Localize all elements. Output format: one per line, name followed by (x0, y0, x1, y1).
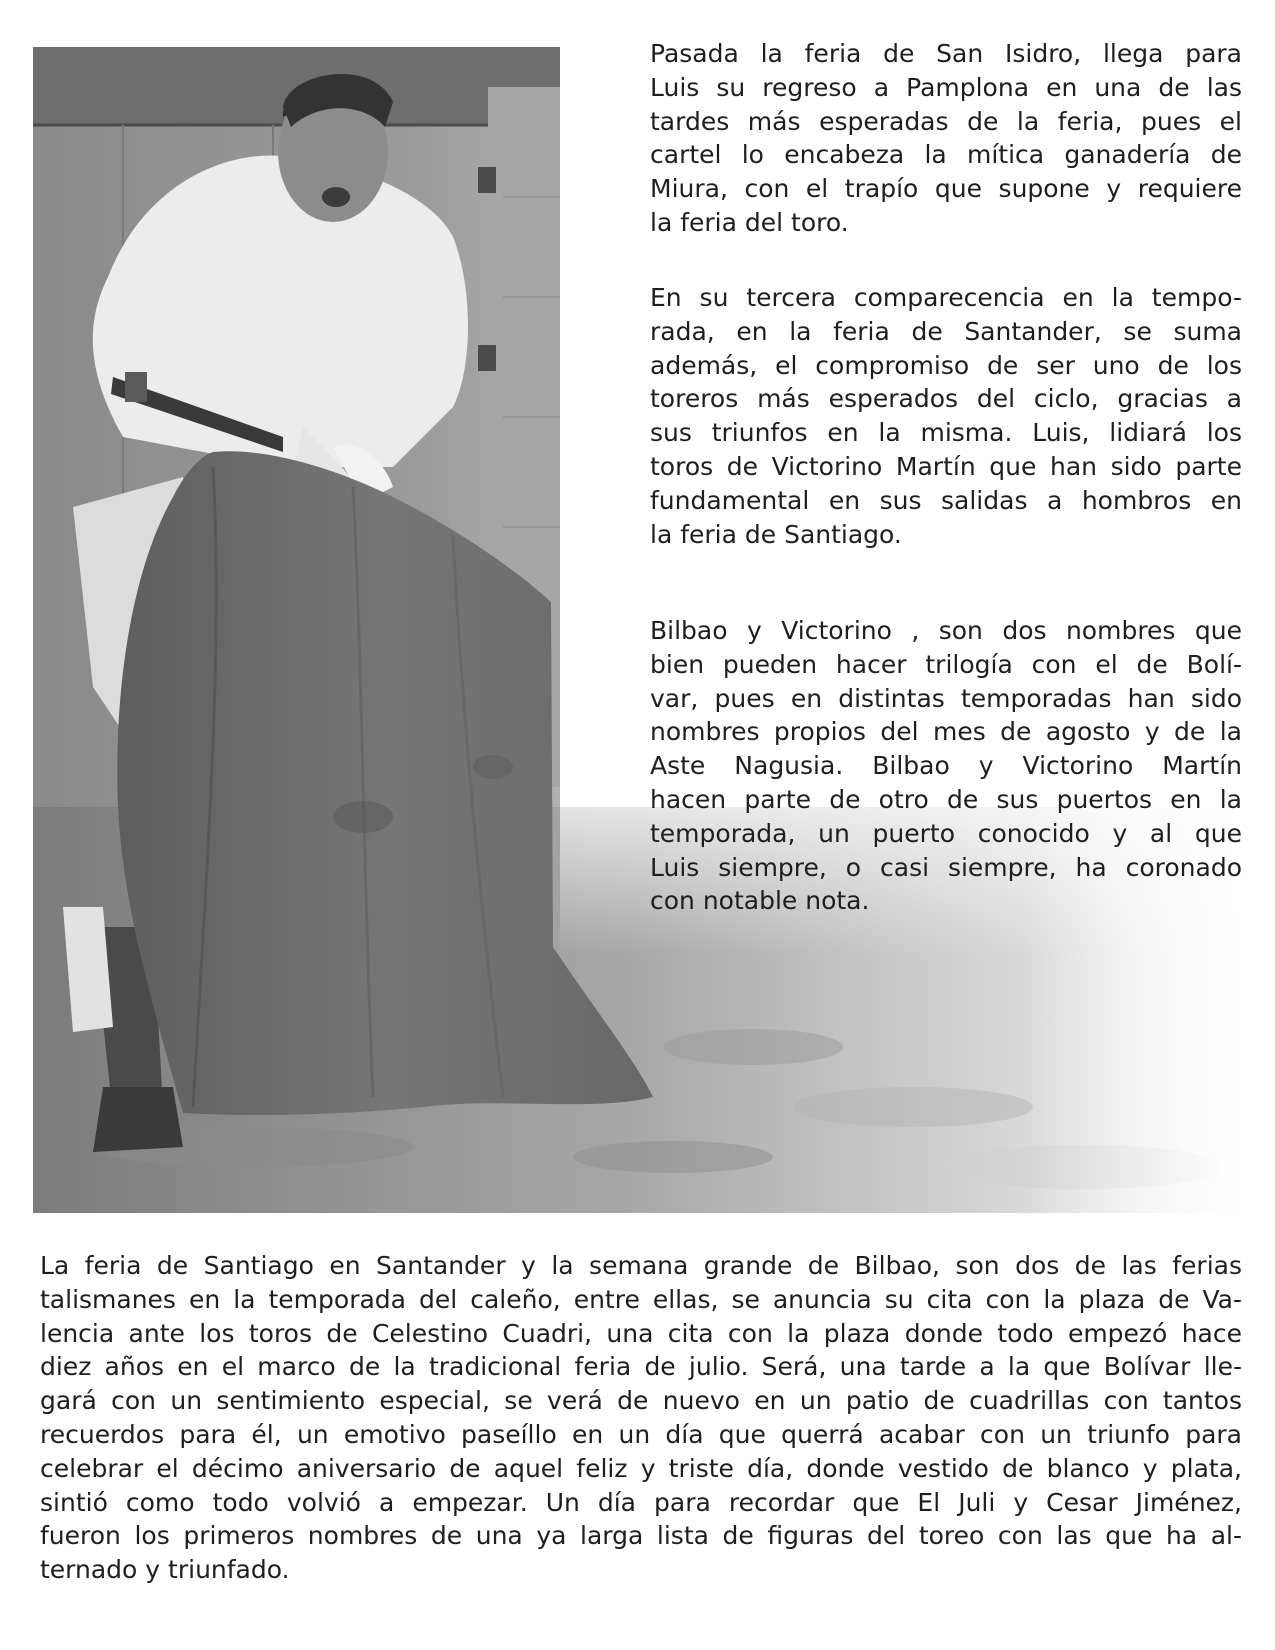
text-line: la feria del toro. (650, 207, 849, 237)
text-line: bien pueden hacer trilogía con el de Bolí- (650, 649, 1242, 679)
text-line: además, el compromiso de ser uno de los (650, 350, 1242, 380)
text-line: Pasada la feria de San Isidro, llega para (650, 39, 1242, 68)
text-line: toreros más esperados del ciclo, gracias a (650, 384, 1242, 414)
text-line: La feria de Santiago en Santander y la semana grande de Bilbao, son dos de las ferias (40, 1251, 1242, 1280)
text-line: Bilbao y Victorino , son dos nombres que (650, 616, 1242, 645)
text-line: con notable nota. (650, 886, 870, 916)
text-line: fueron los primeros nombres de una ya larga lista de figuras del toreo con las que ha al- (40, 1521, 1242, 1551)
text-line: la feria de Santiago. (650, 519, 902, 549)
text-line: En su tercera comparecencia en la tempo- (650, 283, 1242, 312)
text-line: cartel lo encabeza la mítica ganadería de (650, 140, 1242, 170)
text-line: lencia ante los toros de Celestino Cuadri, una cita con la plaza donde todo empezó hace (40, 1318, 1242, 1348)
text-line: Aste Nagusia. Bilbao y Victorino Martín (650, 751, 1242, 781)
text-line: Luis su regreso a Pamplona en una de las (650, 72, 1242, 102)
text-line: hacen parte de otro de sus puertos en la (650, 784, 1242, 814)
text-line: sus triunfos en la misma. Luis, lidiará los (650, 418, 1242, 448)
paragraph-bilbao (650, 614, 1242, 918)
text-line: diez años en el marco de la tradicional feria de julio. Será, una tarde a la que Bolívar lle- (40, 1352, 1242, 1382)
text-line: ternado y triunfado. (40, 1555, 290, 1585)
text-line: fundamental en sus salidas a hombros en (650, 485, 1242, 515)
text-line: var, pues en distintas temporadas han sido (650, 683, 1242, 713)
text-line: recuerdos para él, un emotivo paseíllo en un día que querrá acabar con un triunfo para (40, 1419, 1242, 1449)
text-line: gará con un sentimiento especial, se verá de nuevo en un patio de cuadrillas con tantos (40, 1386, 1242, 1416)
text-line: rada, en la feria de Santander, se suma (650, 316, 1242, 346)
text-line: tardes más esperadas de la feria, pues el (650, 106, 1242, 136)
text-line: Luis siempre, o casi siempre, ha coronado (650, 852, 1242, 882)
text-line: temporada, un puerto conocido y al que (650, 818, 1242, 848)
text-line: Miura, con el trapío que supone y requiere (650, 174, 1242, 204)
text-line: celebrar el décimo aniversario de aquel feliz y triste día, donde vestido de blanco y plata, (40, 1453, 1242, 1483)
paragraph-pamplona (650, 37, 1242, 240)
text-line: talismanes en la temporada del caleño, entre ellas, se anuncia su cita con la plaza de Va- (40, 1284, 1242, 1314)
paragraph-santander (650, 281, 1242, 551)
paragraph-valencia (40, 1249, 1242, 1587)
text-line: sintió como todo volvió a empezar. Un día para recordar que El Juli y Cesar Jiménez, (40, 1487, 1242, 1517)
text-line: toros de Victorino Martín que han sido parte (650, 451, 1242, 481)
text-line: nombres propios del mes de agosto y de la (650, 717, 1242, 747)
